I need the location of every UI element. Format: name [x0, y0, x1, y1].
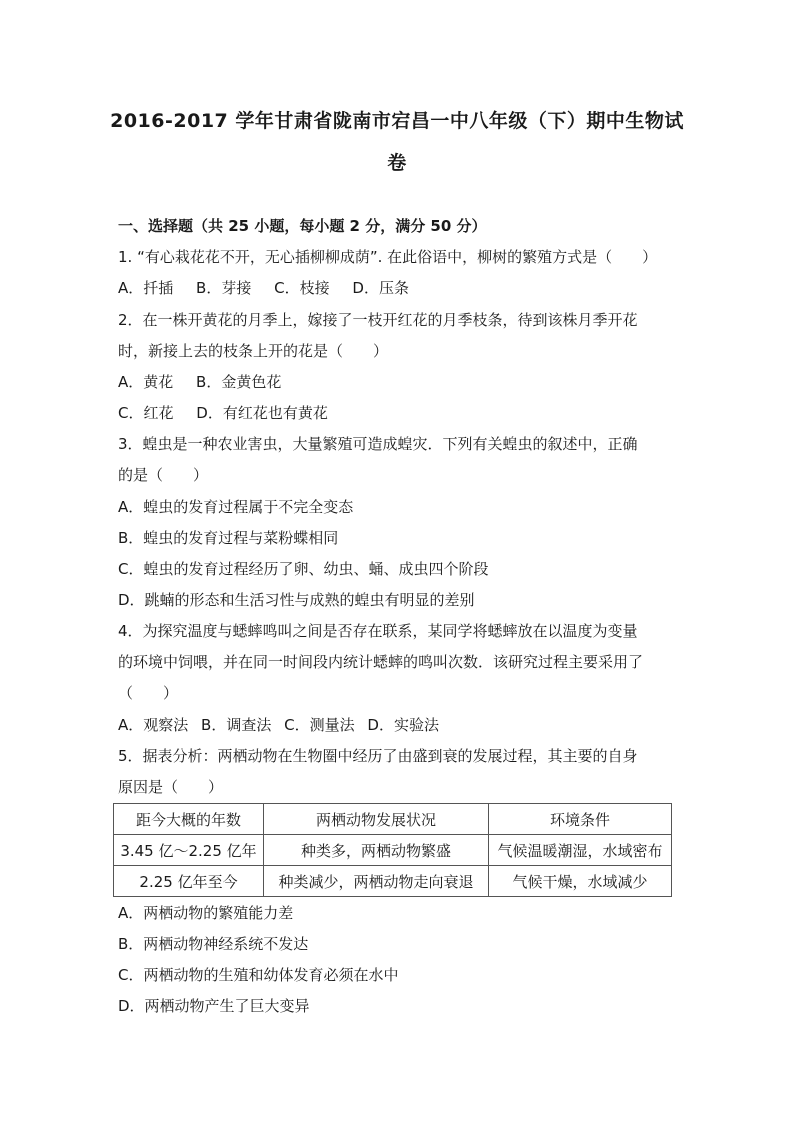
table-cell: 气候干燥，水域减少 — [489, 866, 672, 897]
q2-option-a: A．黄花 — [118, 373, 174, 391]
document-title-line-2: 卷 — [387, 152, 407, 174]
question-4-stem-line-3: （ ） — [118, 684, 179, 702]
q4-option-c: C．测量法 — [284, 716, 355, 734]
table-header-cell: 环境条件 — [489, 804, 672, 835]
q3-option-a: A．蝗虫的发育过程属于不完全变态 — [118, 498, 354, 516]
table-cell: 种类多，两栖动物繁盛 — [264, 835, 489, 866]
q3-option-b: B．蝗虫的发育过程与菜粉蝶相同 — [118, 529, 339, 547]
q5-option-a: A．两栖动物的繁殖能力差 — [118, 904, 294, 922]
question-5-stem-line-2: 原因是（ ） — [118, 778, 224, 796]
q4-option-a: A．观察法 — [118, 716, 189, 734]
q5-option-c: C．两栖动物的生殖和幼体发育必须在水中 — [118, 966, 399, 984]
q1-option-b: B．芽接 — [196, 279, 252, 297]
question-2-options-row-1 — [118, 372, 299, 392]
question-5-stem-line-1: 5．据表分析：两栖动物在生物圈中经历了由盛到衰的发展过程，其主要的自身 — [118, 747, 638, 765]
question-4-options — [118, 715, 457, 735]
q3-option-d: D．跳蝻的形态和生活习性与成熟的蝗虫有明显的差别 — [118, 591, 475, 609]
table-cell: 3.45 亿～2.25 亿年 — [114, 835, 264, 866]
q2-option-b: B．金黄色花 — [196, 373, 282, 391]
question-1-options — [118, 278, 427, 298]
q1-option-a: A．扦插 — [118, 279, 174, 297]
q5-option-d: D．两栖动物产生了巨大变异 — [118, 997, 310, 1015]
section-heading: 一、选择题（共 25 小题，每小题 2 分，满分 50 分） — [118, 217, 487, 235]
question-2-options-row-2 — [118, 403, 346, 423]
question-3-stem-line-2: 的是（ ） — [118, 466, 209, 484]
table-cell: 2.25 亿年至今 — [114, 866, 264, 897]
q1-option-d: D．压条 — [352, 279, 409, 297]
question-2-stem-line-1: 2．在一株开黄花的月季上，嫁接了一枝开红花的月季枝条，待到该株月季开花 — [118, 311, 638, 329]
table-header-cell: 距今大概的年数 — [114, 804, 264, 835]
q4-option-b: B．调查法 — [201, 716, 272, 734]
q2-option-c: C．红花 — [118, 404, 174, 422]
table-cell: 气候温暖潮湿，水域密布 — [489, 835, 672, 866]
q3-option-c: C．蝗虫的发育过程经历了卵、幼虫、蛹、成虫四个阶段 — [118, 560, 489, 578]
question-4-stem-line-1: 4．为探究温度与蟋蟀鸣叫之间是否存在联系，某同学将蟋蟀放在以温度为变量 — [118, 622, 638, 640]
table-row — [114, 835, 672, 866]
document-title-line-1: 2016-2017 学年甘肃省陇南市宕昌一中八年级（下）期中生物试 — [110, 110, 684, 132]
question-4-stem-line-2: 的环境中饲喂，并在同一时间段内统计蟋蟀的鸣叫次数．该研究过程主要采用了 — [118, 653, 644, 671]
q1-option-c: C．枝接 — [274, 279, 330, 297]
q5-option-b: B．两栖动物神经系统不发达 — [118, 935, 309, 953]
table-row — [114, 866, 672, 897]
table-cell: 种类减少，两栖动物走向衰退 — [264, 866, 489, 897]
table-header-row — [114, 804, 672, 835]
table-header-cell: 两栖动物发展状况 — [264, 804, 489, 835]
question-2-stem-line-2: 时，新接上去的枝条上开的花是（ ） — [118, 342, 389, 360]
q2-option-d: D．有红花也有黄花 — [196, 404, 328, 422]
question-3-stem-line-1: 3．蝗虫是一种农业害虫，大量繁殖可造成蝗灾．下列有关蝗虫的叙述中，正确 — [118, 435, 638, 453]
q4-option-d: D．实验法 — [367, 716, 439, 734]
amphibian-data-table — [113, 803, 672, 897]
question-1-stem: 1. “有心栽花花不开，无心插柳柳成荫”. 在此俗语中，柳树的繁殖方式是（ ） — [118, 248, 658, 266]
